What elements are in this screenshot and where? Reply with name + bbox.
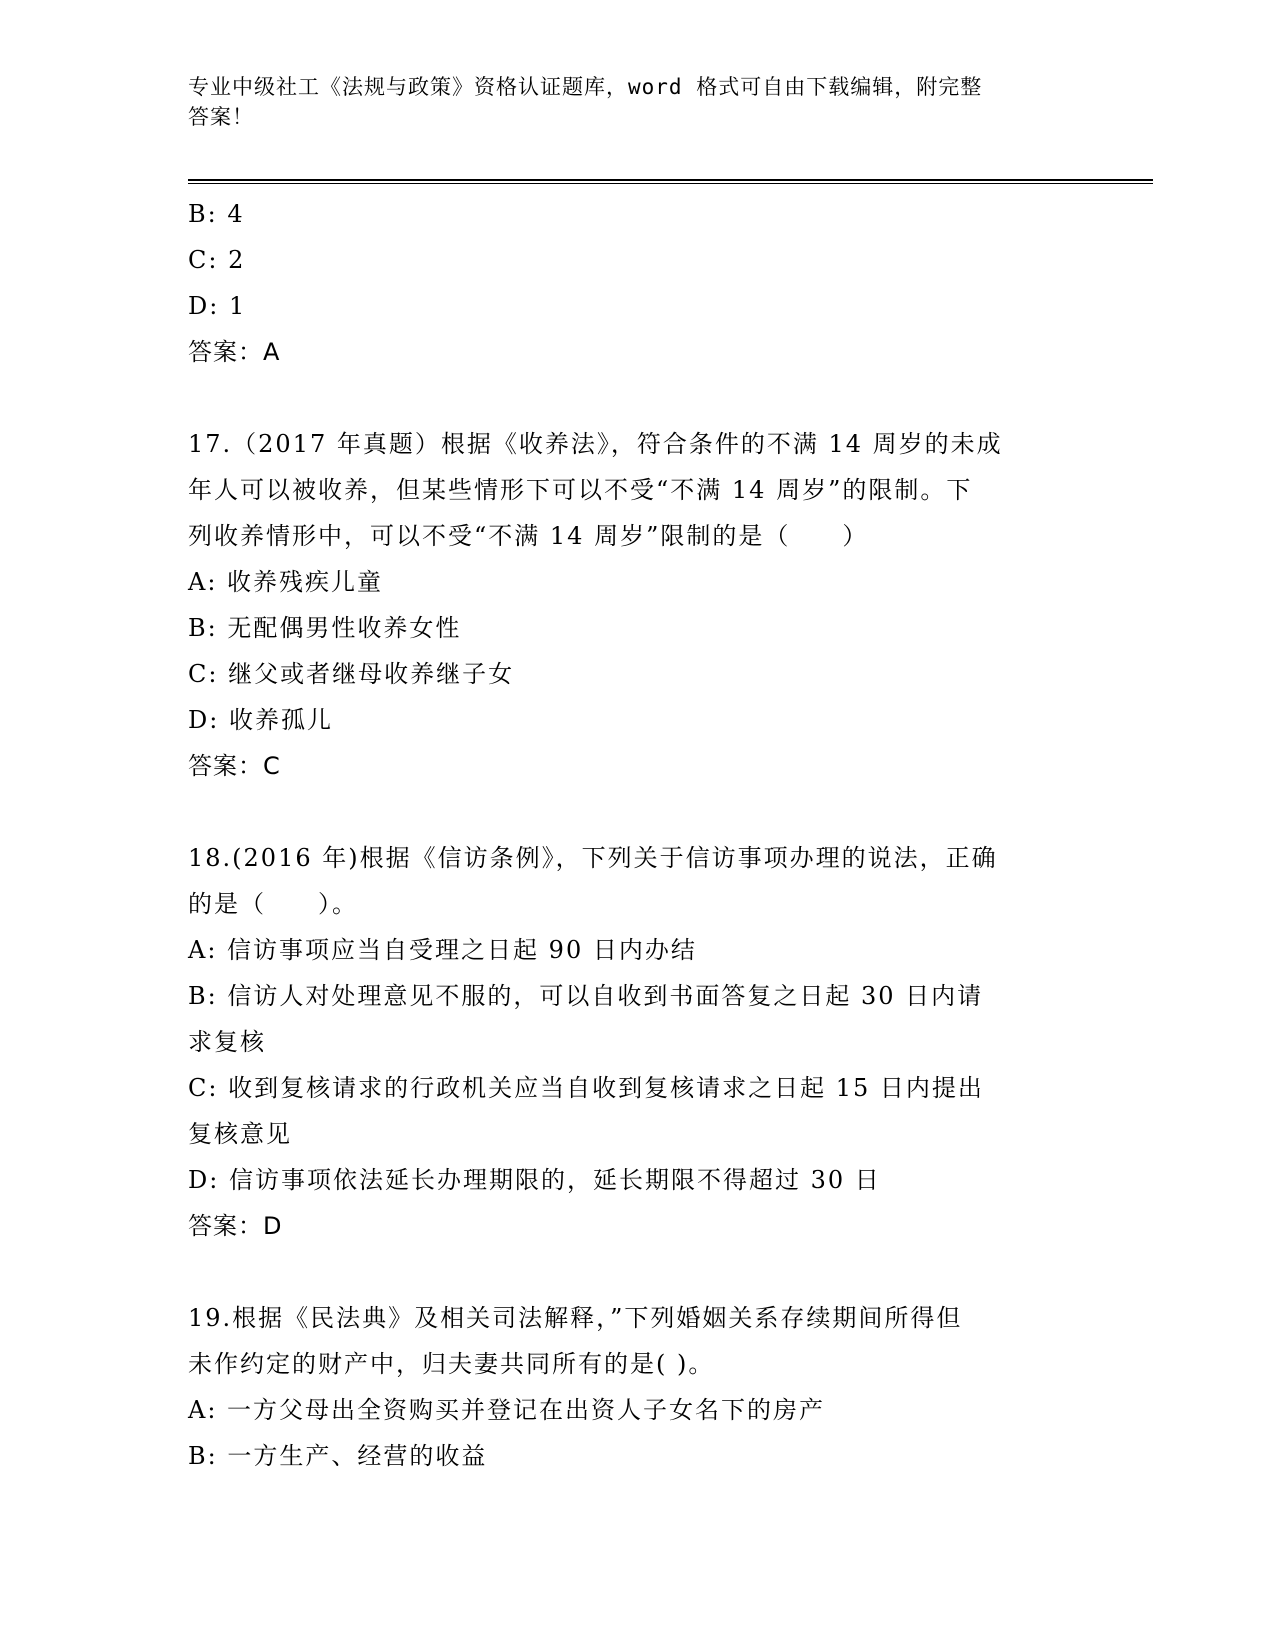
option-d: D: 收养孤儿 — [188, 706, 333, 734]
document-header — [188, 72, 1088, 132]
question-text: 列收养情形中，可以不受“不满 14 周岁”限制的是（ ） — [188, 522, 869, 550]
question-16-tail — [188, 191, 1088, 375]
question-text: 的是（ ）。 — [188, 890, 358, 918]
spacer — [188, 375, 1088, 421]
option-c: C: 收到复核请求的行政机关应当自收到复核请求之日起 15 日内提出 — [188, 1074, 984, 1102]
answer: 答案：A — [188, 338, 281, 366]
question-18 — [188, 835, 1088, 1249]
option-c: C: 2 — [188, 246, 246, 274]
header-line: 答案！ — [188, 105, 254, 129]
question-text: 17.（2017 年真题）根据《收养法》，符合条件的不满 14 周岁的未成 — [188, 430, 1003, 458]
question-text: 未作约定的财产中，归夫妻共同所有的是( )。 — [188, 1350, 715, 1378]
option-c-continued: 复核意见 — [188, 1120, 292, 1148]
spacer — [188, 1249, 1088, 1295]
option-b: B: 4 — [188, 200, 245, 228]
option-a: A: 一方父母出全资购买并登记在出资人子女名下的房产 — [188, 1396, 826, 1424]
header-line: 专业中级社工《法规与政策》资格认证题库，word 格式可自由下载编辑，附完整 — [188, 75, 983, 99]
option-b-continued: 求复核 — [188, 1028, 266, 1056]
option-b: B: 无配偶男性收养女性 — [188, 614, 462, 642]
option-a: A: 信访事项应当自受理之日起 90 日内办结 — [188, 936, 697, 964]
spacer — [188, 789, 1088, 835]
header-divider — [188, 179, 1153, 184]
option-c: C: 继父或者继母收养继子女 — [188, 660, 515, 688]
question-text: 年人可以被收养，但某些情形下可以不受“不满 14 周岁”的限制。下 — [188, 476, 973, 504]
question-19 — [188, 1295, 1088, 1479]
question-17 — [188, 421, 1088, 789]
option-b: B: 一方生产、经营的收益 — [188, 1442, 488, 1470]
answer: 答案：C — [188, 752, 281, 780]
document-body — [188, 191, 1088, 1479]
option-b: B: 信访人对处理意见不服的，可以自收到书面答复之日起 30 日内请 — [188, 982, 984, 1010]
option-d: D: 信访事项依法延长办理期限的，延长期限不得超过 30 日 — [188, 1166, 881, 1194]
option-a: A: 收养残疾儿童 — [188, 568, 384, 596]
answer: 答案：D — [188, 1212, 283, 1240]
question-text: 19.根据《民法典》及相关司法解释，”下列婚姻关系存续期间所得但 — [188, 1304, 963, 1332]
option-d: D: 1 — [188, 292, 247, 320]
question-text: 18.(2016 年)根据《信访条例》，下列关于信访事项办理的说法，正确 — [188, 844, 998, 872]
